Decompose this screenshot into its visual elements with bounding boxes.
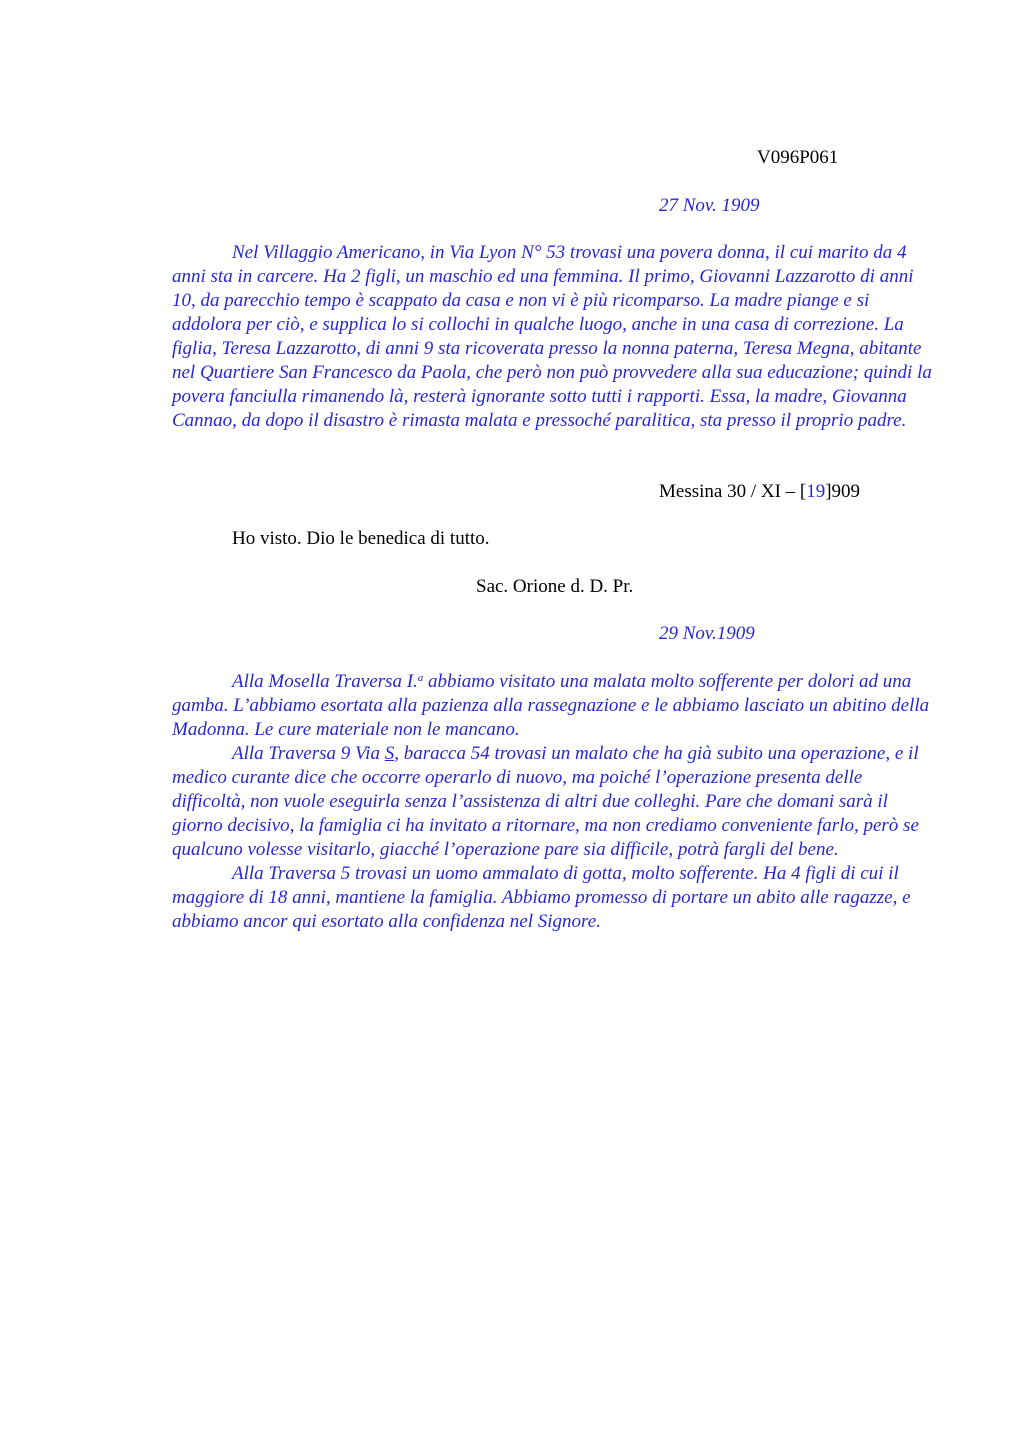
place-date-inserted: 19 [806, 481, 826, 502]
visit-paragraph-2 [172, 742, 932, 862]
visit-paragraph-3: Alla Traversa 5 trovasi un uomo ammalato di gotta, molto sofferente. Ha 4 figli di cui il maggiore di 18 anni, mantiene la famiglia. Abbiamo promesso di portare un abito alle ragazze, e abbiamo ancor qui esortato alla confidenza nel Signore. [172, 863, 911, 932]
p1-superscript: a [417, 672, 424, 684]
p1-start: Alla Mosella Traversa I. [232, 671, 418, 692]
signature: Sac. Orione d. D. Pr. [476, 576, 634, 597]
reference-code: V096P061 [757, 147, 839, 168]
p2-start: Alla Traversa 9 Via [232, 743, 385, 764]
p2-underlined: S [384, 743, 395, 764]
entry-paragraph-1 [172, 241, 932, 433]
place-date-suffix: ]909 [825, 481, 861, 502]
entry-paragraphs-2 [172, 670, 932, 934]
place-date-line [659, 480, 860, 504]
reply-text: Ho visto. Dio le benedica di tutto. [232, 528, 490, 549]
paragraph-text: Nel Villaggio Americano, in Via Lyon N° 53 trovasi una povera donna, il cui marito da 4 anni sta in carcere. Ha 2 figli, un maschio ed una femmina. Il primo, Giovanni Lazzarotto di anni 10, da parecchio tempo è scappato da casa e non vi è più ricomparso. La madre piange e si addolora per ciò, e supplica lo si collochi in qualche luogo, anche in una casa di correzione. La figlia, Teresa Lazzarotto, di anni 9 sta ricoverata presso la nonna paterna, Teresa Megna, abitante nel Quartiere San Francesco da Paola, che però non può provvedere alla sua educazione; quindi la povera fanciulla rimanendo là, resterà ignorante sotto tutti i rapporti. Essa, la madre, Giovanna Cannao, da dopo il disastro è rimasta malata e pressoché paralitica, sta presso il proprio padre. [172, 242, 932, 431]
place-date-prefix: Messina 30 / XI – [ [659, 481, 807, 502]
p2-rest: , baracca 54 trovasi un malato che ha già subito una operazione, e il medico curante dice che occorre operarlo di nuovo, ma poiché l’operazione presenta delle difficoltà, non vuole eseguirla senza l’assistenza di altri due colleghi. Pare che domani sarà il giorno decisivo, la famiglia ci ha invitato a ritornare, ma non crediamo conveniente farlo, però se qualcuno volesse visitarlo, giacché l’operazione pare sia difficile, potrà fargli del bene. [172, 743, 919, 860]
p1-rest: abbiamo visitato una malata molto sofferente per dolori ad una gamba. L’abbiamo esortata alla pazienza alla rassegnazione e le abbiamo lasciato un abitino della Madonna. Le cure materiale non le mancano. [172, 671, 930, 740]
entry-date-2: 29 Nov.1909 [659, 623, 755, 644]
visit-paragraph-1 [172, 670, 932, 742]
entry-date-1: 27 Nov. 1909 [659, 195, 760, 216]
